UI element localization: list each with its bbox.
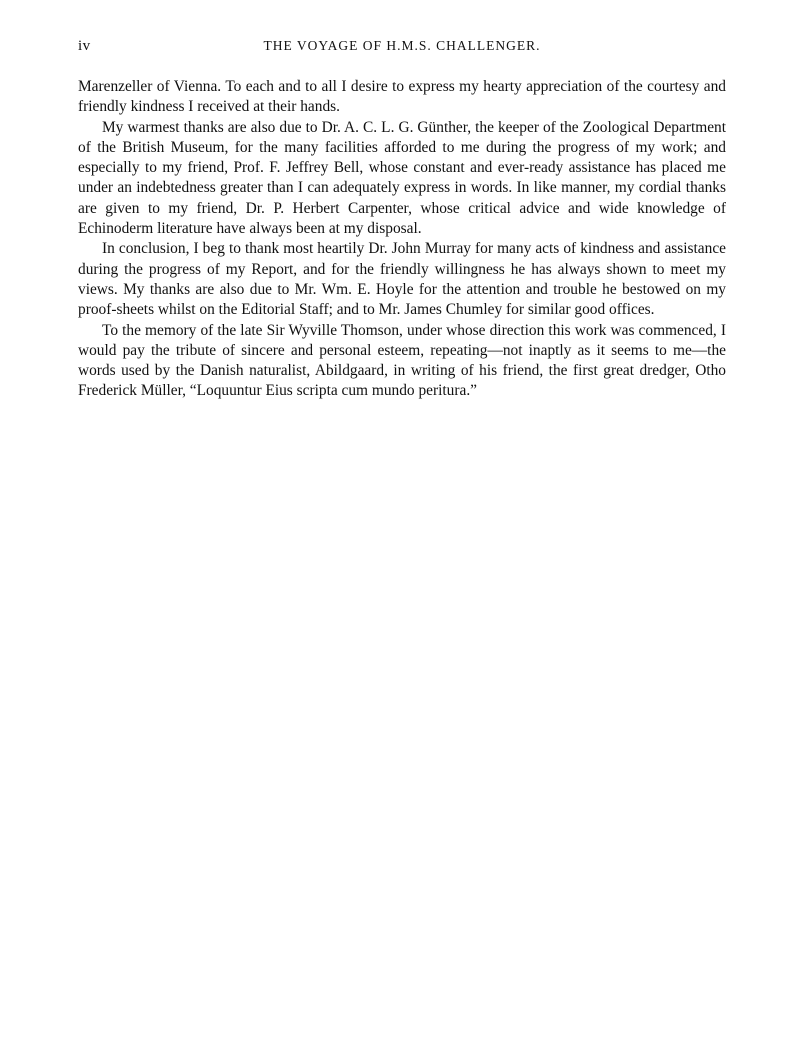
running-title: THE VOYAGE OF H.M.S. CHALLENGER. [263,38,541,53]
paragraph-continuation: Marenzeller of Vienna. To each and to all I desire to express my hearty appreciation of the courtesy and friendly kindness I received at their hands. [78,78,726,116]
page-number: iv [78,38,91,54]
paragraph-memorial-tribute: To the memory of the late Sir Wyville Thomson, under whose direction this work was commenced, I would pay the tribute of sincere and personal esteem, repeating—not inaptly as it seems to me—the words used by the Danish naturalist, Abildgaard, in writing of his friend, the first great dredger, Otho Frederick Müller, “Loquuntur Eius scripta cum mundo peritura.” [78,321,726,400]
paragraph-conclusion: In conclusion, I beg to thank most heartily Dr. John Murray for many acts of kindness and assistance during the progress of my Report, and for the friendly willingness he has always shown to meet my views. My thanks are also due to Mr. Wm. E. Hoyle for the attention and trouble he bestowed on my proof-sheets whilst on the Editorial Staff; and to Mr. James Chumley for similar good offices. [78,240,726,319]
paragraph-acknowledgement-british-museum: My warmest thanks are also due to Dr. A. C. L. G. Günther, the keeper of the Zoological Department of the British Museum, for the many facilities afforded to me during the progress of my work; and especially to my friend, Prof. F. Jeffrey Bell, whose constant and ever-ready assistance has placed me under an indebtedness greater than I can adequately express in words. In like manner, my cordial thanks are given to my friend, Dr. P. Herbert Carpenter, whose critical advice and wide knowledge of Echinoderm literature have always been at my disposal. [78,118,726,238]
book-page [78,38,726,402]
body-text [78,77,726,402]
running-head [78,38,726,60]
